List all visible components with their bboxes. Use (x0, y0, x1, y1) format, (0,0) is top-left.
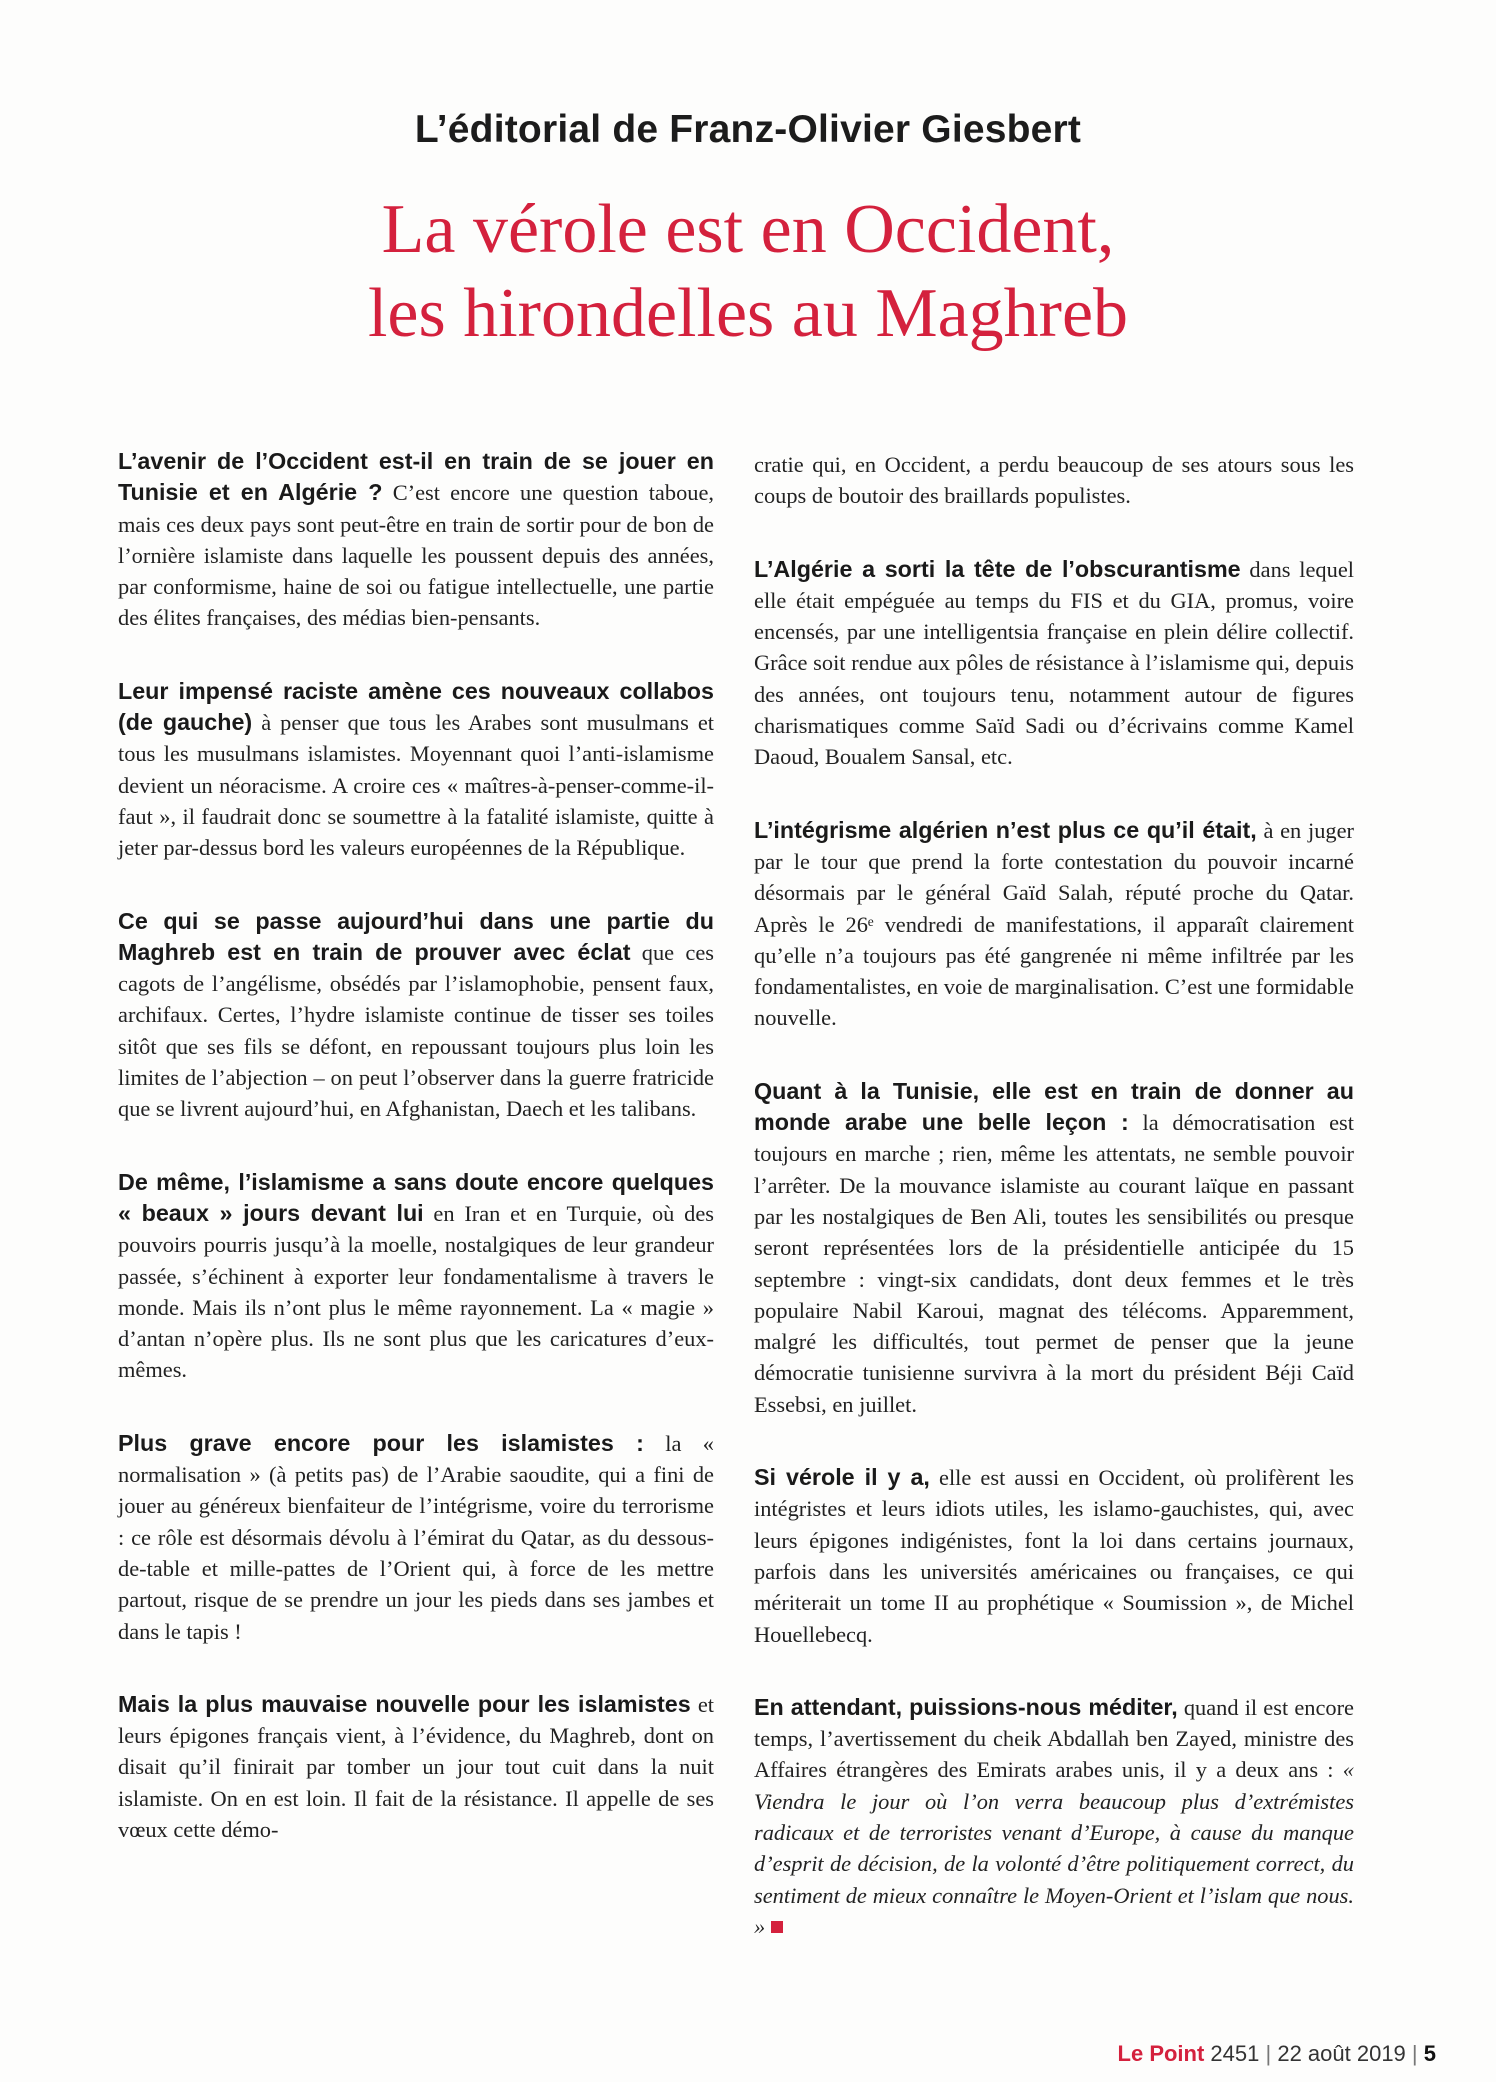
paragraph-lead: De même, l’islamisme a sans doute encore quelques « beaux » jours devant lui (118, 1168, 714, 1226)
issue-date: 22 août 2019 (1277, 2041, 1406, 2066)
paragraph-lead: L’intégrisme algérien n’est plus ce qu’il était, (754, 816, 1257, 843)
footer-separator: | (1259, 2041, 1278, 2066)
paragraph-continuation: cratie qui, en Occident, a perdu beaucoup de ses atours sous les coups de boutoir des braillards populistes. (754, 452, 1354, 509)
paragraph-text: la « normalisation » (à petits pas) de l’Arabie saoudite, qui a fini de jouer au généreux bienfaiteur de l’intégrisme, voire du terrorisme : ce rôle est désormais dévolu à l’émirat du Qatar, as du dessous-de-table et mille-pattes de l’Orient qui, à force de les mettre partout, risque de se prendre un jour les pieds dans ses jambes et dans le tapis ! (118, 1430, 714, 1644)
editorial-kicker: L’éditorial de Franz-Olivier Giesbert (414, 108, 1082, 151)
paragraph-text: dans lequel elle était empéguée au temps du FIS et du GIA, promus, voire encensés, par une intelligentsia française en plein délire collectif. Grâce soit rendue aux pôles de résistance à l’islamisme qui, depuis des années, ont toujours tenu, notamment autour de figures charismatiques comme Saïd Sadi ou d’écrivains comme Kamel Daoud, Boualem Sansal, etc. (754, 556, 1354, 770)
paragraph-text: quand il est encore temps, l’avertissement du cheik Abdallah ben Zayed, ministre des Affaires étrangères des Emirats arabes unis, il y a deux ans : (754, 1694, 1354, 1783)
quotation: « Viendra le jour où l’on verra beaucoup plus d’extrémistes radicaux et de terroristes venant d’Europe, à cause du manque d’esprit de décision, de la volonté d’être politiquement correct, du sentiment de mieux connaître le Moyen-Orient et l’islam que nous. » (754, 1757, 1354, 1939)
end-mark-icon (771, 1921, 783, 1933)
paragraph-lead: Ce qui se passe aujourd’hui dans une partie du Maghreb est en train de prouver avec éclat (118, 907, 714, 965)
paragraph (118, 906, 714, 1125)
paragraph (754, 815, 1354, 1034)
magazine-name: Le Point (1117, 2041, 1205, 2066)
paragraph (118, 1428, 714, 1647)
paragraph-lead: Quant à la Tunisie, elle est en train de donner au monde arabe une belle leçon : (754, 1077, 1354, 1136)
paragraph-text: à penser que tous les Arabes sont musulmans et tous les musulmans islamistes. Moyennant quoi l’anti-islamisme devient un néoracisme. A croire ces « maîtres-à-penser-comme-il-faut », il faudrait donc se soumettre à la fatalité islamiste, quitte à jeter par-dessus bord les valeurs européennes de la République. (118, 710, 714, 861)
paragraph (754, 554, 1354, 773)
paragraph-text: en Iran et en Turquie, où des pouvoirs pourris jusqu’à la moelle, nostalgiques de leur grandeur passée, s’échinent à exporter leur fondamentalisme à travers le monde. Mais ils n’ont plus le même rayonnement. La « magie » d’antan n’opère plus. Ils ne sont plus que les caricatures d’eux-mêmes. (118, 1200, 714, 1383)
paragraph (118, 676, 714, 864)
left-column (118, 446, 714, 1887)
article-title (0, 188, 1496, 356)
footer-separator: | (1405, 2041, 1424, 2066)
page-number: 5 (1423, 2041, 1436, 2066)
paragraph-text: la démocratisation est toujours en marche ; rien, même les attentats, ne semble pouvoir l’arrêter. De la mouvance islamiste au courant laïque en passant par les nostalgiques de Ben Ali, toutes les sensibilités ou presque seront représentées lors de la présidentielle anticipée du 15 septembre : vingt-six candidats, dont deux femmes et le très populaire Nabil Karoui, magnat des télécoms. Apparemment, malgré les difficultés, tout permet de penser que la jeune démocratie tunisienne survivra à la mort du président Béji Caïd Essebsi, en juillet. (754, 1110, 1354, 1417)
paragraph-lead: Leur impensé raciste amène ces nouveaux collabos (de gauche) (118, 677, 714, 736)
paragraph-text: et leurs épigones français vient, à l’évidence, du Maghreb, dont on disait qu’il finirait par tomber un jour tout cuit dans la nuit islamiste. On en est loin. Il fait de la résistance. Il appelle de ses vœux cette démo- (118, 1691, 714, 1842)
right-column (754, 449, 1354, 1984)
paragraph (118, 1689, 714, 1845)
paragraph (118, 1167, 714, 1386)
paragraph (118, 446, 714, 634)
paragraph-lead: L’Algérie a sorti la tête de l’obscurantisme (754, 555, 1241, 582)
paragraph (754, 1462, 1354, 1650)
paragraph-text: que ces cagots de l’angélisme, obsédés par l’islamophobie, pensent faux, archifaux. Certes, l’hydre islamiste continue de tisser ses toiles sitôt que ses fils se défont, en repoussant toujours plus loin les limites de l’abjection – on peut l’observer dans la guerre fratricide que se livrent aujourd’hui, en Afghanistan, Daech et les talibans. (118, 939, 714, 1122)
page-footer (1118, 2041, 1436, 2067)
paragraph-lead: En attendant, puissions-nous méditer, (754, 1693, 1178, 1720)
article-title-line-1: La vérole est en Occident, (381, 191, 1115, 268)
article-title-line-2: les hirondelles au Maghreb (367, 275, 1129, 352)
paragraph-final (754, 1692, 1354, 1942)
paragraph (754, 1076, 1354, 1420)
paragraph-text: C’est encore une question taboue, mais ces deux pays sont peut-être en train de sortir pour de bon de l’ornière islamiste dans laquelle les poussent depuis des années, par conformisme, haine de soi ou fatigue intellectuelle, une partie des élites françaises, des médias bien-pensants. (118, 480, 714, 631)
paragraph-text: à en juger par le tour que prend la forte contestation du pouvoir incarné désormais par le général Gaïd Salah, réputé proche du Qatar. Après le 26ᵉ vendredi de manifestations, il apparaît clairement qu’elle n’a toujours pas été gangrenée ni même infiltrée par les fondamentalistes, en voie de marginalisation. C’est une formidable nouvelle. (754, 817, 1355, 1031)
paragraph-lead: L’avenir de l’Occident est-il en train de se jouer en Tunisie et en Algérie ? (118, 448, 714, 506)
issue-number: 2451 (1204, 2041, 1260, 2066)
paragraph-lead: Plus grave encore pour les islamistes : (118, 1429, 644, 1456)
paragraph-lead: Mais la plus mauvaise nouvelle pour les islamistes (118, 1690, 691, 1717)
paragraph-lead: Si vérole il y a, (754, 1464, 930, 1491)
paragraph-text: elle est aussi en Occident, où prolifèrent les intégristes et leurs idiots utiles, les islamo-gauchistes, qui, avec leurs épigones indigénistes, font la loi dans certains journaux, parfois dans les universités américaines ou françaises, ce qui mériterait un tome II au prophétique « Soumission », de Michel Houellebecq. (754, 1465, 1355, 1647)
